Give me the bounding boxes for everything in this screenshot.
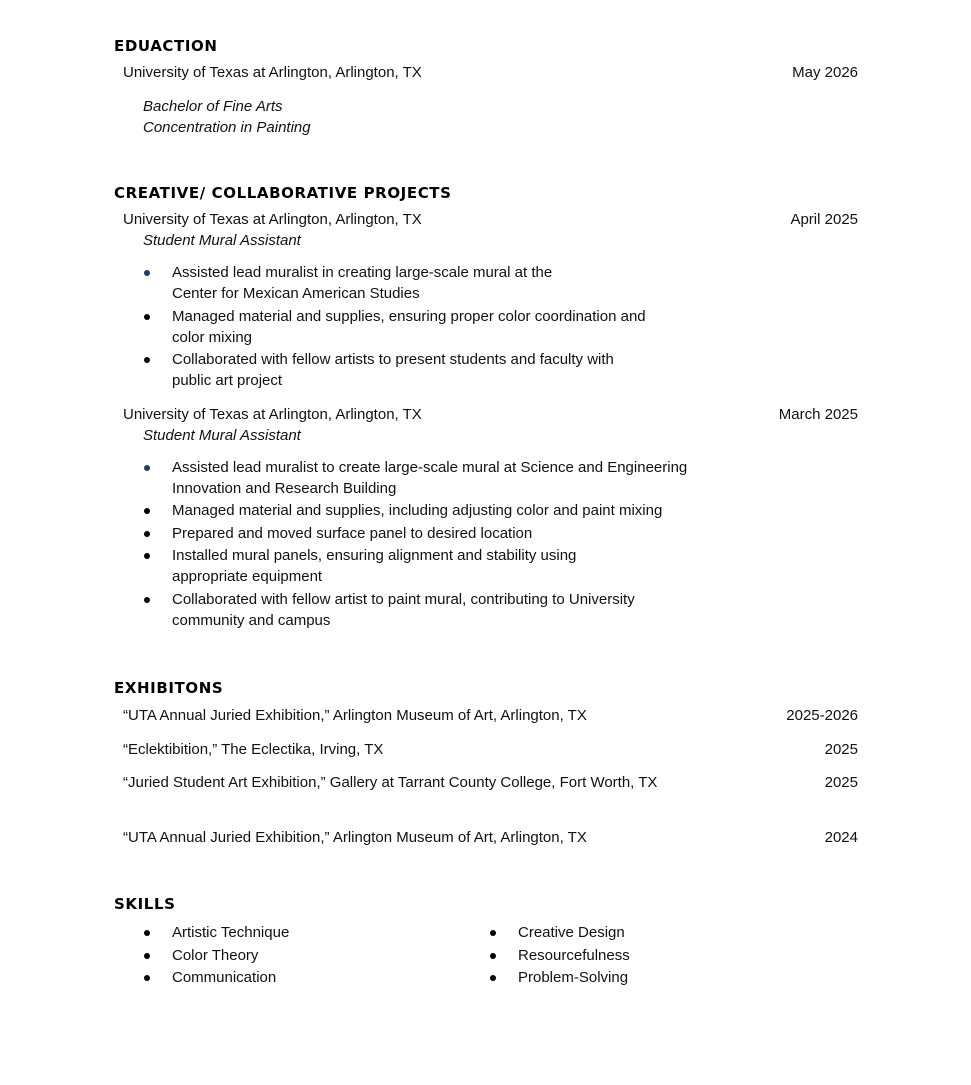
project-role: Student Mural Assistant bbox=[143, 232, 301, 249]
project-institution: University of Texas at Arlington, Arlington, TX bbox=[123, 211, 422, 228]
project-bullet-text: Collaborated with fellow artist to paint mural, contributing to University bbox=[172, 591, 635, 608]
bullet-icon bbox=[144, 508, 150, 514]
bullet-icon bbox=[144, 357, 150, 363]
skill-item: Artistic Technique bbox=[172, 924, 290, 941]
skill-item: Communication bbox=[172, 969, 277, 986]
exhibition-year: 2025-2026 bbox=[786, 707, 858, 724]
bullet-icon bbox=[144, 314, 150, 320]
bullet-icon bbox=[144, 553, 150, 559]
exhibition-title: “UTA Annual Juried Exhibition,” Arlington Museum of Art, Arlington, TX bbox=[123, 707, 587, 724]
project-bullet-text: Managed material and supplies, ensuring proper color coordination and bbox=[172, 308, 646, 325]
project-bullet-text: Managed material and supplies, including adjusting color and paint mixing bbox=[172, 502, 663, 519]
project-date: March 2025 bbox=[778, 406, 858, 423]
project-bullet-text: public art project bbox=[172, 372, 283, 389]
education-date: May 2026 bbox=[792, 64, 858, 81]
project-role: Student Mural Assistant bbox=[143, 427, 301, 444]
bullet-icon bbox=[144, 975, 150, 981]
project-bullet-text: Center for Mexican American Studies bbox=[172, 285, 420, 302]
degree-title: Bachelor of Fine Arts bbox=[143, 98, 283, 115]
projects-heading: CREATIVE/ COLLABORATIVE PROJECTS bbox=[114, 184, 452, 202]
project-bullet-text: color mixing bbox=[172, 329, 253, 346]
project-bullet-text: Assisted lead muralist in creating large-scale mural at the bbox=[172, 264, 553, 281]
degree-concentration: Concentration in Painting bbox=[143, 119, 311, 136]
exhibition-year: 2024 bbox=[824, 829, 858, 846]
exhibition-year: 2025 bbox=[824, 774, 858, 791]
exhibition-title: “UTA Annual Juried Exhibition,” Arlington Museum of Art, Arlington, TX bbox=[123, 829, 587, 846]
skill-item: Resourcefulness bbox=[518, 947, 630, 964]
project-bullet-text: Collaborated with fellow artists to present students and faculty with bbox=[172, 351, 614, 368]
bullet-icon bbox=[490, 953, 496, 959]
skill-item: Color Theory bbox=[172, 947, 259, 964]
project-bullet-text: Installed mural panels, ensuring alignment and stability using bbox=[172, 547, 577, 564]
exhibition-year: 2025 bbox=[824, 741, 858, 758]
project-institution: University of Texas at Arlington, Arlington, TX bbox=[123, 406, 422, 423]
education-heading: EDUACTION bbox=[114, 37, 218, 55]
project-bullet-text: Innovation and Research Building bbox=[172, 480, 397, 497]
bullet-icon bbox=[144, 597, 150, 603]
bullet-icon bbox=[144, 930, 150, 936]
exhibition-title: “Eclektibition,” The Eclectika, Irving, TX bbox=[123, 741, 384, 758]
bullet-icon bbox=[144, 953, 150, 959]
exhibition-title: “Juried Student Art Exhibition,” Gallery at Tarrant County College, Fort Worth, TX bbox=[123, 774, 658, 791]
bullet-icon bbox=[144, 465, 150, 471]
project-bullet-text: appropriate equipment bbox=[172, 568, 323, 585]
skill-item: Problem-Solving bbox=[518, 969, 629, 986]
bullet-icon bbox=[490, 975, 496, 981]
project-bullet-text: community and campus bbox=[172, 612, 331, 629]
project-date: April 2025 bbox=[790, 211, 858, 228]
education-institution: University of Texas at Arlington, Arlington, TX bbox=[123, 64, 422, 81]
bullet-icon bbox=[144, 270, 150, 276]
bullet-icon bbox=[490, 930, 496, 936]
exhibitions-heading: EXHIBITONS bbox=[114, 679, 224, 697]
skills-heading: SKILLS bbox=[114, 895, 176, 913]
skill-item: Creative Design bbox=[518, 924, 625, 941]
project-bullet-text: Prepared and moved surface panel to desired location bbox=[172, 525, 533, 542]
bullet-icon bbox=[144, 531, 150, 537]
project-bullet-text: Assisted lead muralist to create large-scale mural at Science and Engineering bbox=[172, 459, 688, 476]
